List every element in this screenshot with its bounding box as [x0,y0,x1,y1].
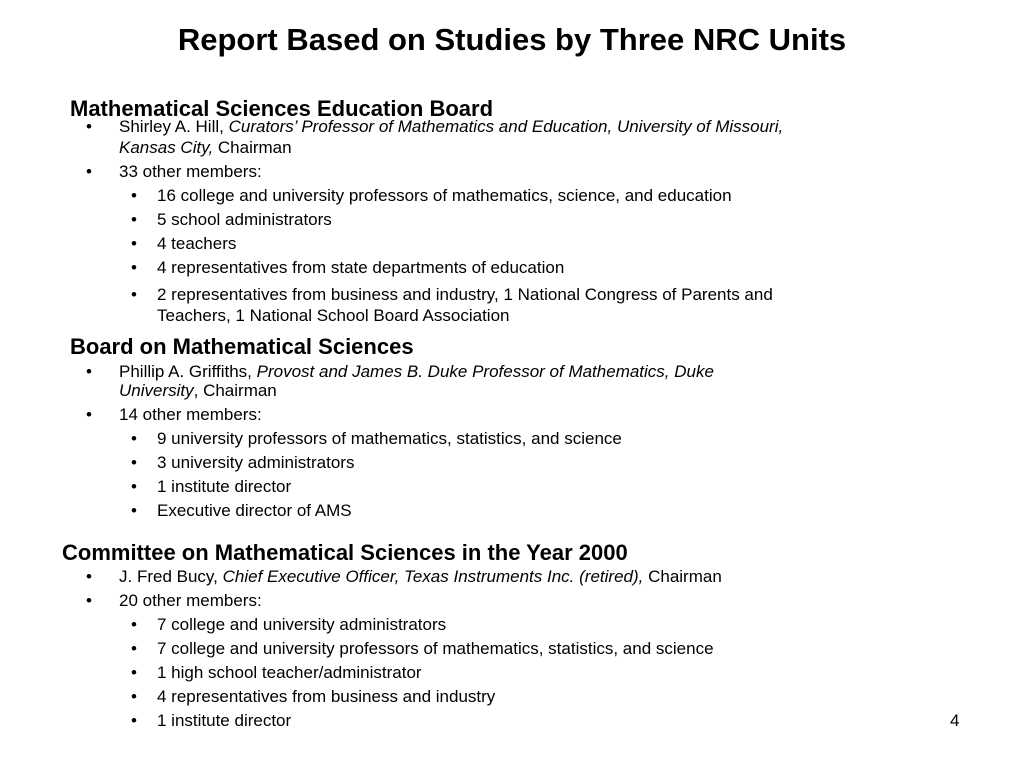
chair-title: Chief Executive Officer, Texas Instruments Inc. (retired), [222,567,644,586]
member-item: Executive director of AMS [157,501,352,520]
chair-name: Shirley A. Hill, [119,117,229,136]
members-label: 20 other members: [119,591,262,610]
member-item: 5 school administrators [157,210,332,229]
member-item-continued: Teachers, 1 National School Board Association [157,306,510,325]
bullet-icon: • [131,639,137,658]
bullet-icon: • [131,687,137,706]
chair-role: Chairman [213,138,292,157]
member-item: 4 representatives from business and industry [157,687,496,706]
chair-name: Phillip A. Griffiths, [119,362,257,381]
section-heading-cms2000: Committee on Mathematical Sciences in the Year 2000 [62,540,628,565]
member-item: 9 university professors of mathematics, statistics, and science [157,429,622,448]
section-heading-bms: Board on Mathematical Sciences [70,334,414,359]
bullet-icon: • [131,186,137,205]
chair-title-continued: University [119,381,194,400]
member-item: 16 college and university professors of mathematics, science, and education [157,186,732,205]
slide-title: Report Based on Studies by Three NRC Units [177,22,847,57]
member-item: 7 college and university professors of mathematics, statistics, and science [157,639,714,658]
bullet-icon: • [131,663,137,682]
bullet-icon: • [86,405,92,424]
bullet-icon: • [131,258,137,277]
bullet-icon: • [131,453,137,472]
bullet-icon: • [86,591,92,610]
member-item: 1 institute director [157,711,292,730]
member-item: 7 college and university administrators [157,615,447,634]
member-item: 2 representatives from business and industry, 1 National Congress of Parents and [157,285,773,304]
members-label: 14 other members: [119,405,262,424]
bullet-icon: • [131,477,137,496]
member-item: 1 high school teacher/administrator [157,663,422,682]
section-heading-mseb: Mathematical Sciences Education Board [70,96,494,121]
members-label: 33 other members: [119,162,262,181]
member-item: 1 institute director [157,477,292,496]
bullet-icon: • [131,285,137,304]
member-item: 3 university administrators [157,453,355,472]
chair-title: Curators’ Professor of Mathematics and Education, University of Missouri, [228,117,784,136]
chair-role: Chairman [643,567,722,586]
chair-title: Provost and James B. Duke Professor of Mathematics, Duke [256,362,714,381]
bullet-icon: • [86,117,92,136]
bullet-icon: • [131,429,137,448]
member-item: 4 representatives from state departments of education [157,258,565,277]
page-number: 4 [950,711,960,730]
bullet-icon: • [131,711,137,730]
bullet-icon: • [131,501,137,520]
chair-name: J. Fred Bucy, [119,567,223,586]
chair-line [119,361,714,382]
chair-line-continued [119,380,277,401]
bullet-icon: • [86,362,92,381]
chair-role: , Chairman [193,381,277,400]
member-item: 4 teachers [157,234,237,253]
chair-line-continued [119,137,292,158]
bullet-icon: • [131,210,137,229]
bullet-icon: • [86,162,92,181]
bullet-icon: • [131,615,137,634]
bullet-icon: • [131,234,137,253]
bullet-icon: • [86,567,92,586]
chair-line [119,566,722,587]
chair-title-continued: Kansas City, [119,138,214,157]
chair-line [119,116,783,137]
